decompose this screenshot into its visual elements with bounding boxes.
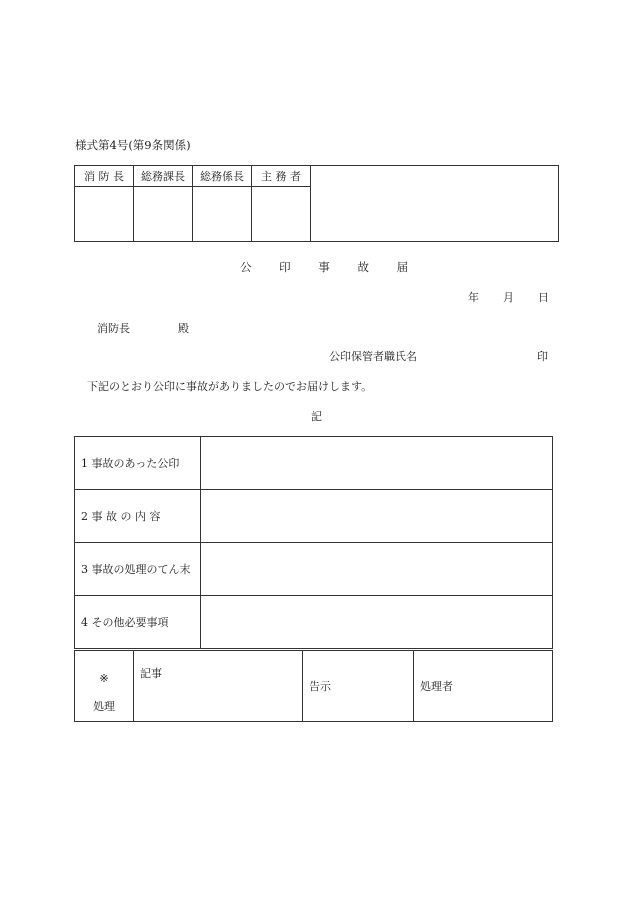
table-row [75, 596, 553, 649]
processing-label-cell [75, 651, 134, 722]
table-row [75, 437, 553, 490]
approval-stamp-cell[interactable] [134, 187, 193, 242]
kokuji-field[interactable] [303, 651, 414, 722]
item-value-field[interactable] [201, 596, 553, 649]
item-value-field[interactable] [201, 543, 553, 596]
item-label: 2 事 故 の 内 容 [75, 490, 201, 543]
shorisha-label: 処理者 [420, 680, 453, 693]
item-value-field[interactable] [201, 490, 553, 543]
table-row [75, 490, 553, 543]
date-month-label: 月 [503, 291, 514, 304]
date-year-label: 年 [468, 291, 479, 304]
approval-stamp-cell[interactable] [193, 187, 252, 242]
shorisha-field[interactable] [414, 651, 553, 722]
ki-heading: 記 [311, 410, 322, 423]
addressee-honorific: 殿 [178, 322, 189, 335]
form-number: 様式第4号(第9条関係) [75, 138, 191, 152]
approval-header-subsection-chief: 総務係長 [193, 166, 252, 187]
item-label: 3 事故の処理のてん末 [75, 543, 201, 596]
kiji-field[interactable] [134, 651, 303, 722]
kiji-label: 記事 [140, 667, 162, 680]
item-value-field[interactable] [201, 437, 553, 490]
approval-header-chief: 消 防 長 [75, 166, 134, 187]
document-title: 公 印 事 故 届 [240, 260, 409, 274]
table-row [75, 543, 553, 596]
item-label: 4 その他必要事項 [75, 596, 201, 649]
addressee-name: 消防長 [97, 322, 130, 335]
applicant-label: 公印保管者職氏名 [329, 350, 417, 363]
approval-header-section-manager: 総務課長 [134, 166, 193, 187]
item-label: 1 事故のあった公印 [75, 437, 201, 490]
processing-label: 処理 [93, 700, 115, 713]
date-day-label: 日 [538, 291, 549, 304]
items-table [74, 436, 553, 649]
seal-mark: 印 [537, 350, 548, 363]
kokuji-label: 告示 [309, 680, 331, 693]
approval-table [74, 165, 559, 242]
approval-stamp-cell[interactable] [75, 187, 134, 242]
body-text: 下記のとおり公印に事故がありましたのでお届けします。 [87, 380, 373, 393]
approval-header-staff: 主 務 者 [252, 166, 311, 187]
asterisk-mark: ※ [99, 672, 109, 685]
approval-stamp-cell[interactable] [252, 187, 311, 242]
processing-table [74, 650, 553, 722]
approval-blank-area [311, 166, 559, 242]
